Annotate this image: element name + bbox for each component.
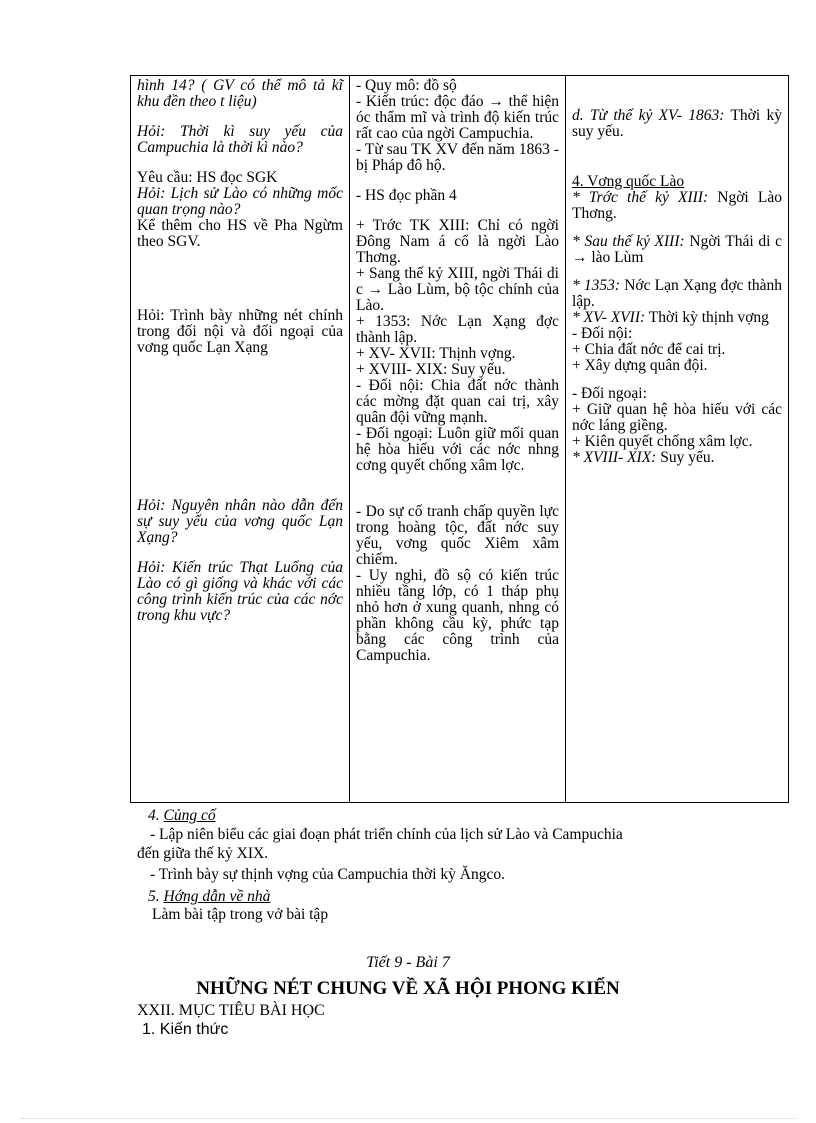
section-heading: XXII. MỤC TIÊU BÀI HỌC [137,1002,325,1019]
answer-text: - Từ sau TK XV đến năm 1863 - bị Pháp đô hộ. [356,141,559,174]
lesson-subtitle: Tiết 9 - Bài 7 [366,954,450,971]
consolidation-line: - Trình bày sự thịnh vợng của Campuchia thời kỳ Ăngco. [150,866,506,883]
lesson-title: NHỮNG NÉT CHUNG VỀ XÃ HỘI PHONG KIẾN [196,978,620,999]
homework-line: Làm bài tập trong vở bài tập [152,906,329,923]
period-entry: d. Từ thế kỷ XV- 1863: Thời kỳ suy yếu. [572,107,782,140]
answer-text: - Do sự cố tranh chấp quyền lực trong hoàng tộc, đất nớc suy yếu, vơng quốc Xiêm xâm chiếm. [356,503,559,568]
consolidation-line: - Lập niên biểu các giai đoạn phát triển chính của lịch sử Lào và Campuchia [150,826,623,843]
content-column [566,76,789,803]
answer-text: + Trớc TK XIII: Chỉ có ngời Đông Nam á cổ là ngời Lào Thơng. [356,217,559,266]
student-activity-column [350,76,566,803]
question-text: Hỏi: Kiến trúc Thạt Luổng của Lào có gì giống và khác với các công trình kiến trúc của các nớc trong khu vực? [137,559,343,624]
content-line: + Giữ quan hệ hòa hiếu với các nớc láng giềng. [572,401,782,434]
answer-text: + 1353: Nớc Lạn Xạng đợc thành lập. [356,313,559,346]
answer-text: - Uy nghi, đồ sộ có kiến trúc nhiều tầng lớp, có 1 tháp phụ nhỏ hơn ở xung quanh, nhng có phần không cầu kỳ, phức tạp bằng các công trình của Campuchia. [356,567,559,664]
consolidation-line: đến giữa thế kỷ XIX. [137,845,269,862]
answer-text: + XVIII- XIX: Suy yếu. [356,361,506,378]
answer-text: - Đối ngoại: Luôn giữ mối quan hệ hòa hiếu với các nớc nhng cơng quyết chống xâm lợc. [356,425,559,474]
question-text: Hỏi: Trình bày những nét chính trong đối nội và đối ngoại của vơng quốc Lạn Xạng [137,307,343,356]
consolidation-heading: 4. Củng cố [148,807,216,824]
content-line: + Chia đất nớc để cai trị. [572,341,726,358]
page-bottom-rule [20,1118,796,1119]
answer-text: - Quy mô: đồ sộ [356,77,457,94]
answer-text: + Sang thế kỷ XIII, ngời Thái di c → Lào Lùm, bộ tộc chính của Lào. [356,265,559,314]
period-entry: * Trớc thế kỷ XIII: Ngời Lào Thơng. [572,189,782,222]
answer-text: - Đối nội: Chia đất nớc thành các mờng đặt quan cai trị, xây quân đội vững mạnh. [356,377,559,426]
instruction-text: Kể thêm cho HS về Pha Ngừm theo SGV. [137,217,343,250]
answer-text: - HS đọc phần 4 [356,187,457,204]
question-text: Hỏi: Lịch sử Lào có những mốc quan trọng nào? [137,185,343,218]
content-line: - Đối ngoại: [572,385,647,402]
content-line: - Đối nội: [572,325,633,342]
question-text: Hỏi: Nguyên nhân nào dẫn đến sự suy yếu của vơng quốc Lạn Xạng? [137,497,343,546]
question-text: Hỏi: Thời kì suy yếu của Campuchia là thời kì nào? [137,123,343,156]
lesson-table [130,75,789,803]
answer-text: + XV- XVII: Thịnh vợng. [356,345,516,362]
table-row [131,76,789,803]
period-entry: * Sau thế kỷ XIII: Ngời Thái di c → lào Lùm [572,233,783,266]
instruction-text: Yêu cầu: HS đọc SGK [137,169,278,186]
period-entry: * XV- XVII: Thời kỳ thịnh vợng [572,309,769,326]
subsection-heading: 1. Kiến thức [142,1021,229,1038]
period-entry: * XVIII- XIX: Suy yếu. [572,449,715,466]
content-line: + Kiên quyết chống xâm lợc. [572,433,753,450]
homework-heading: 5. Hớng dẫn về nhà [148,888,271,905]
section-title: 4. Vơng quốc Lào [572,173,685,190]
period-entry: * 1353: Nớc Lạn Xạng đợc thành lập. [572,277,783,310]
content-line: + Xây dựng quân đội. [572,357,708,374]
answer-text: - Kiến trúc: độc đáo → thể hiện óc thẩm mĩ và trình độ kiến trúc rất cao của ngời Campuchia. [356,93,559,142]
question-text: hình 14? ( GV có thể mô tả kĩ khu đền theo t liệu) [137,77,343,110]
teacher-activity-column [131,76,350,803]
